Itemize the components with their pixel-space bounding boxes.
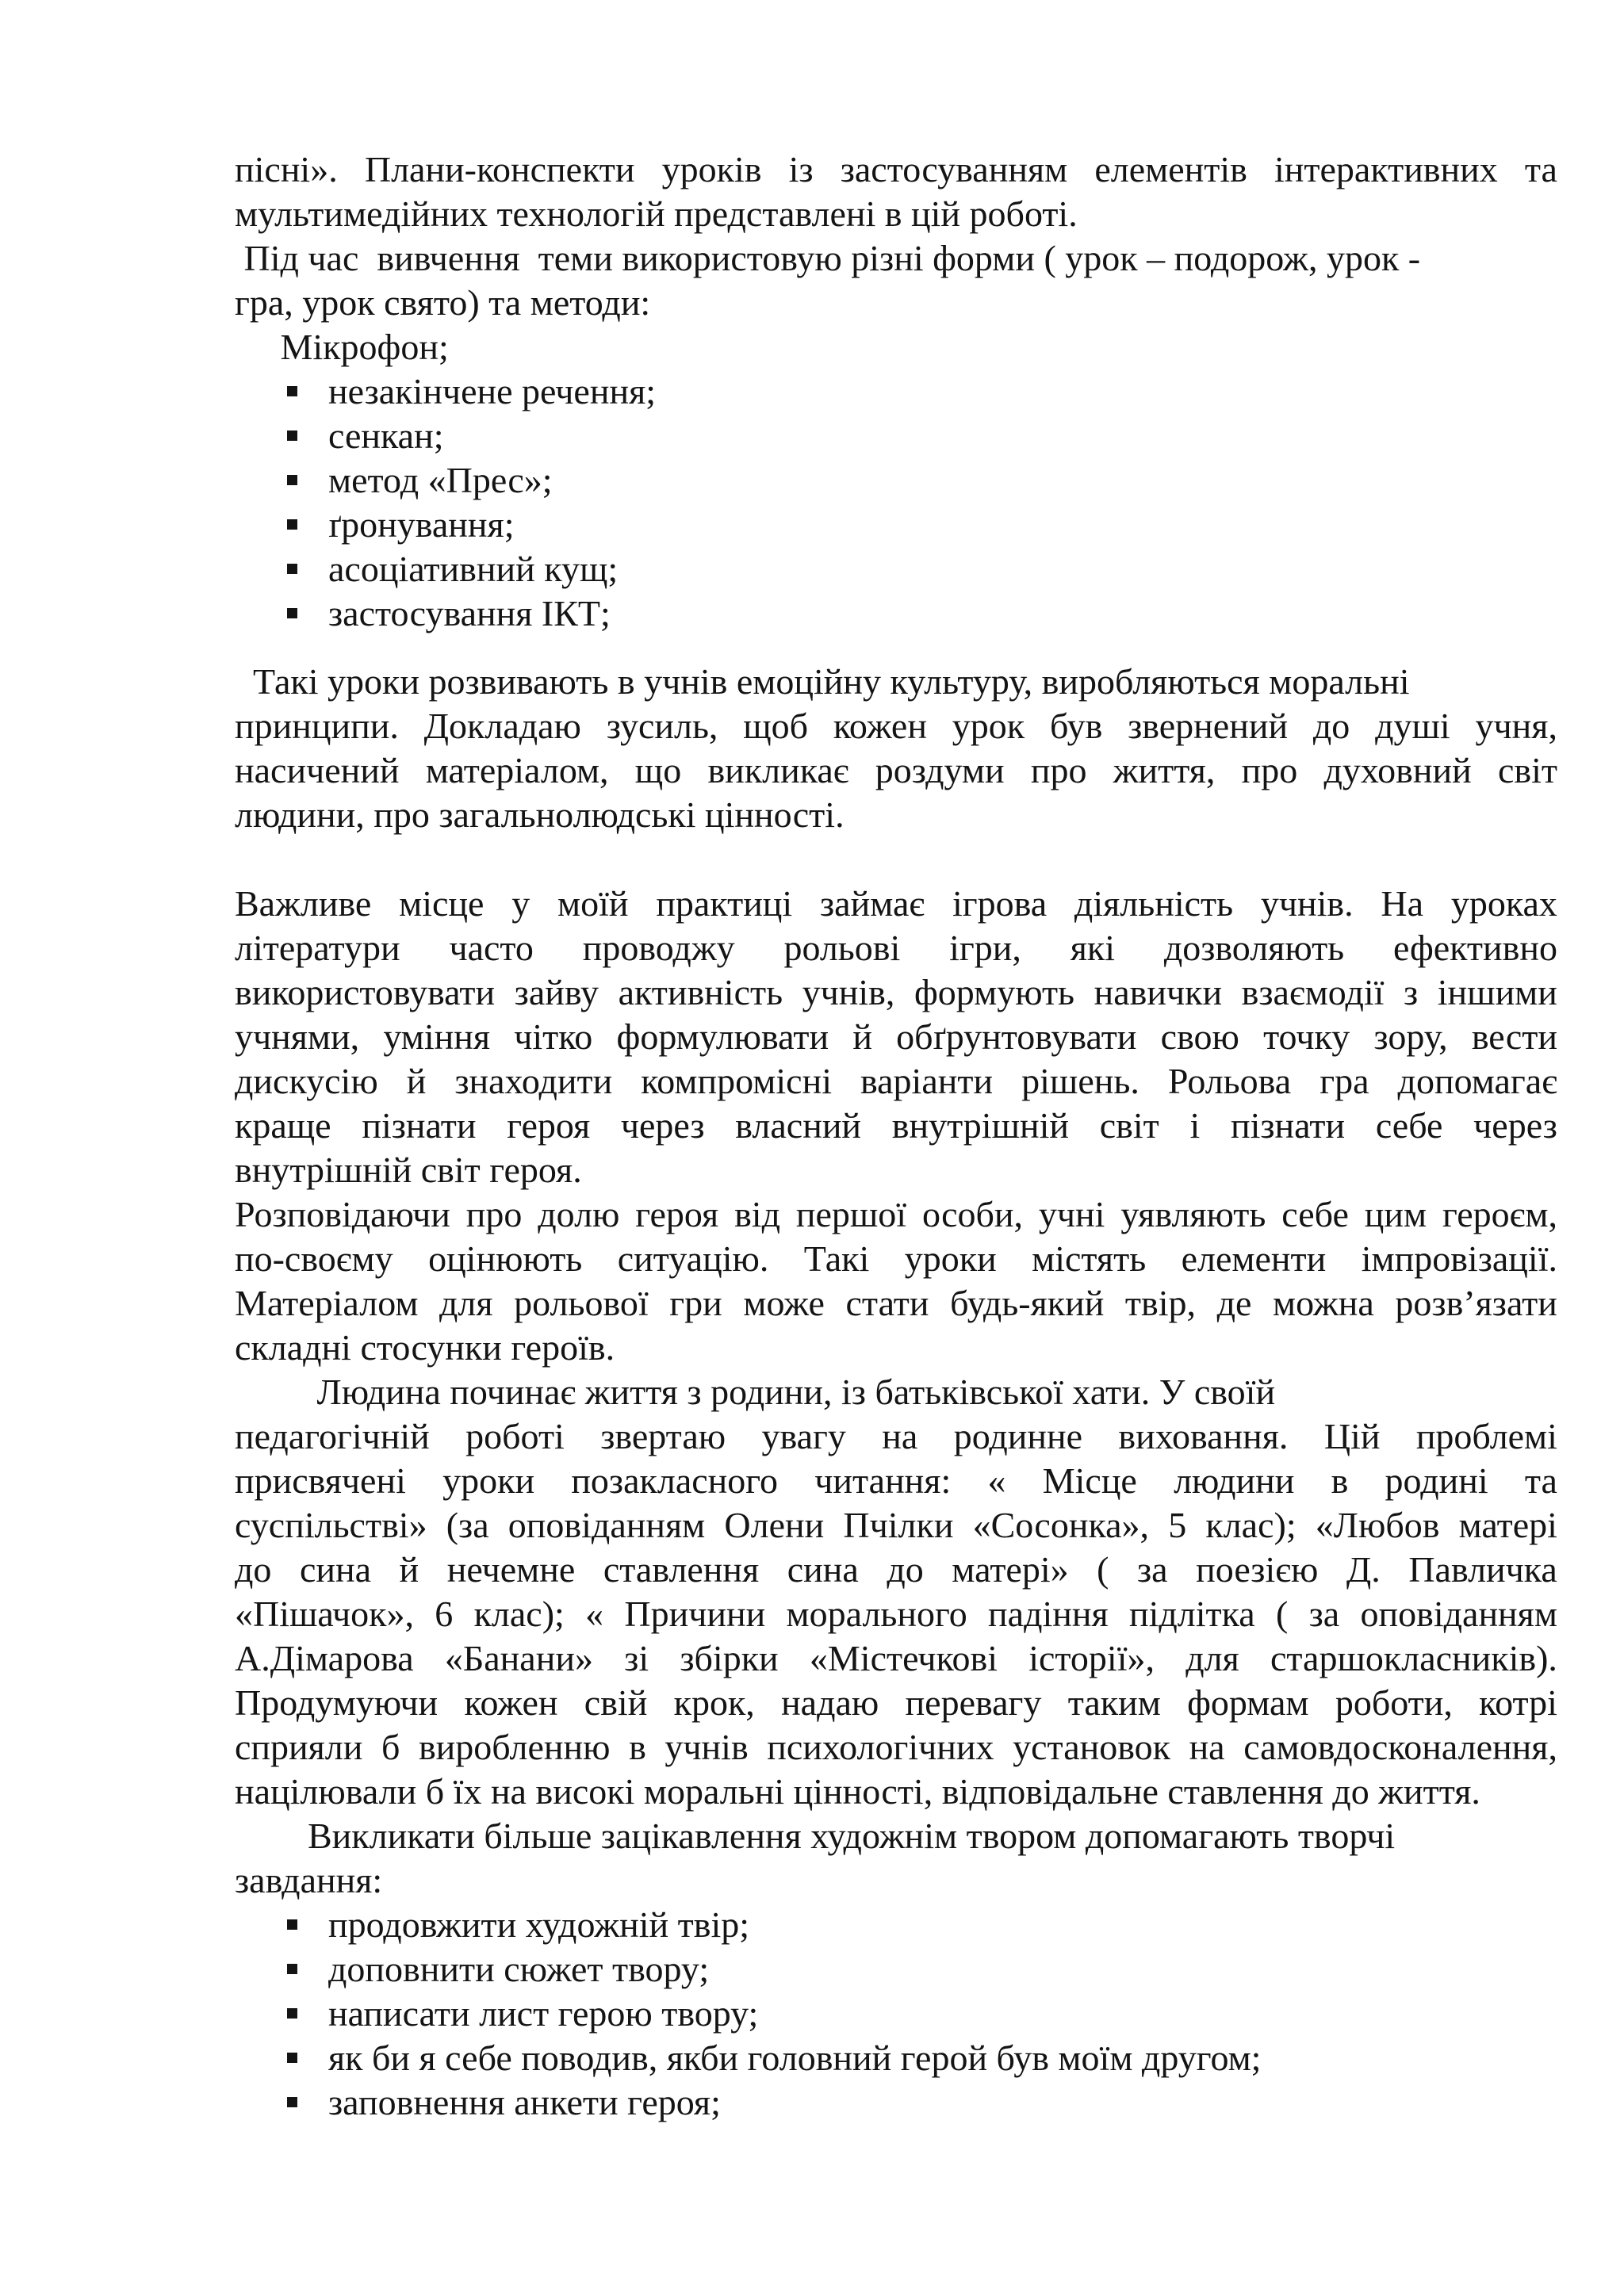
list-item — [235, 1992, 1557, 2036]
list-item-text: заповнення анкети героя; — [328, 2082, 721, 2122]
text-line: присвячені уроки позакласного читання: « Місце людини в родині та — [235, 1460, 1557, 1501]
creative-tasks-list — [235, 1903, 1557, 2125]
text-line: використовувати зайву активність учнів, формують навички взаємодії з іншими — [235, 972, 1557, 1012]
list-item — [235, 1903, 1557, 1947]
text-line: Продумуючи кожен свій крок, надаю перевагу таким формам роботи, котрі — [235, 1682, 1557, 1723]
text-line: учнями, уміння чітко формулювати й обґрунтовувати свою точку зору, вести — [235, 1016, 1557, 1057]
square-bullet-icon — [287, 475, 297, 485]
text-line: насичений матеріалом, що викликає роздуми про життя, про духовний світ — [235, 750, 1557, 790]
list-item — [235, 547, 1557, 591]
text-line: Під час вивчення теми використовую різні форми ( урок – подорож, урок - — [235, 238, 1421, 278]
list-item-text: ґронування; — [328, 504, 515, 545]
text-line: людини, про загальнолюдські цінності. — [235, 794, 845, 835]
text-line: принципи. Докладаю зусиль, щоб кожен урок був звернений до душі учня, — [235, 706, 1557, 746]
document-page — [235, 147, 1557, 2125]
list-item — [235, 503, 1557, 547]
list-item — [235, 2080, 1557, 2125]
paragraph-intro — [235, 147, 1557, 236]
methods-list — [235, 369, 1557, 636]
list-item — [235, 369, 1557, 414]
list-item-text: написати лист герою твору; — [328, 1993, 759, 2034]
list-item-text: доповнити сюжет твору; — [328, 1949, 710, 1989]
text-line: Викликати більше зацікавлення художнім твором допомагають творчі — [235, 1816, 1396, 1856]
text-line: мультимедійних технологій представлені в цій роботі. — [235, 193, 1078, 234]
list-item-text: асоціативний кущ; — [328, 549, 619, 589]
text-line: «Пішачок», 6 клас); « Причини морального падіння підлітка ( за оповіданням — [235, 1594, 1557, 1634]
list-item-text: незакінчене речення; — [328, 371, 657, 411]
text-line: педагогічній роботі звертаю увагу на родинне виховання. Цій проблемі — [235, 1416, 1557, 1456]
square-bullet-icon — [287, 1919, 297, 1930]
text-line: Людина починає життя з родини, із батьківської хати. У своїй — [235, 1372, 1276, 1412]
text-line: суспільстві» (за оповіданням Олени Пчілки «Сосонка», 5 клас); «Любов матері — [235, 1505, 1557, 1545]
text-line: до сина й нечемне ставлення сина до матері» ( за поезією Д. Павличка — [235, 1549, 1557, 1590]
text-line: складні стосунки героїв. — [235, 1327, 615, 1368]
text-line: націлювали б їх на високі моральні цінності, відповідальне ставлення до життя. — [235, 1771, 1480, 1812]
square-bullet-icon — [287, 519, 297, 530]
list-item-text: продовжити художній твір; — [328, 1904, 749, 1945]
list-item — [235, 2036, 1557, 2080]
paragraph-methods — [235, 236, 1557, 369]
square-bullet-icon — [287, 564, 297, 574]
list-item-text: як би я себе поводив, якби головний герой був моїм другом; — [328, 2038, 1262, 2078]
text-line: Розповідаючи про долю героя від першої особи, учні уявляють себе цим героєм, — [235, 1194, 1557, 1234]
text-line: Мікрофон; — [235, 327, 449, 367]
text-line: сприяли б виробленню в учнів психологічних установок на самовдосконалення, — [235, 1727, 1557, 1767]
text-line: А.Дімарова «Банани» зі збірки «Містечкові історії», для старшокласників). — [235, 1638, 1557, 1678]
text-line: Такі уроки розвивають в учнів емоційну культуру, виробляються моральні — [235, 661, 1410, 702]
list-item — [235, 414, 1557, 458]
list-item — [235, 591, 1557, 636]
paragraph-family-upbringing — [235, 1370, 1557, 1814]
text-line: краще пізнати героя через власний внутрішній світ і пізнати себе через — [235, 1105, 1557, 1146]
text-line: завдання: — [235, 1860, 383, 1900]
paragraph-narration — [235, 1192, 1557, 1370]
square-bullet-icon — [287, 386, 297, 396]
text-line: Важливе місце у моїй практиці займає ігрова діяльність учнів. На уроках — [235, 883, 1557, 924]
paragraph-creative-tasks — [235, 1814, 1557, 1903]
list-item-text: застосування ІКТ; — [328, 593, 611, 633]
square-bullet-icon — [287, 2053, 297, 2063]
paragraph-emotional-culture — [235, 660, 1557, 837]
text-line: гра, урок свято) та методи: — [235, 282, 651, 323]
square-bullet-icon — [287, 2008, 297, 2019]
list-item — [235, 458, 1557, 503]
text-line: по-своєму оцінюють ситуацію. Такі уроки містять елементи імпровізації. — [235, 1238, 1557, 1279]
paragraph-role-games — [235, 882, 1557, 1192]
list-item-text: метод «Прес»; — [328, 460, 553, 500]
square-bullet-icon — [287, 608, 297, 618]
square-bullet-icon — [287, 2097, 297, 2107]
text-line: дискусію й знаходити компромісні варіанти рішень. Рольова гра допомагає — [235, 1061, 1557, 1101]
text-line: літератури часто проводжу рольові ігри, які дозволяють ефективно — [235, 928, 1557, 968]
list-item — [235, 1947, 1557, 1992]
text-line: пісні». Плани-конспекти уроків із застосуванням елементів інтерактивних та — [235, 149, 1557, 189]
text-line: внутрішній світ героя. — [235, 1150, 582, 1190]
list-item-text: сенкан; — [328, 415, 444, 456]
square-bullet-icon — [287, 430, 297, 441]
text-line: Матеріалом для рольової гри може стати будь-який твір, де можна розв’язати — [235, 1283, 1557, 1323]
square-bullet-icon — [287, 1964, 297, 1974]
